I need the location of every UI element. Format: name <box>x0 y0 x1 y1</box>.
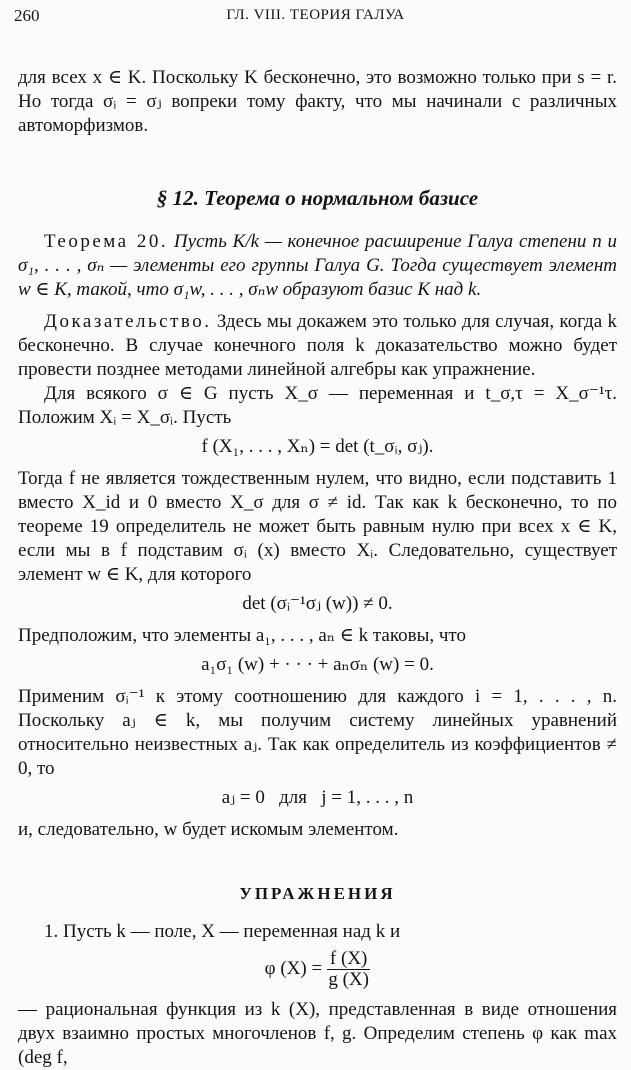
apply-paragraph: Применим σᵢ⁻¹ к этому соотношению для каждого i = 1, . . . , n. Поскольку aⱼ ∈ k, мы получим систему линейных уравнений относительно неизвестных aⱼ. Так как определитель из коэффициентов ≠ 0, то <box>18 686 617 779</box>
running-title: ГЛ. VIII. ТЕОРИЯ ГАЛУА <box>226 7 405 23</box>
exercise-1-intro: 1. Пусть k — поле, X — переменная над k и <box>44 921 401 942</box>
nonzero-paragraph: Тогда f не является тождественным нулем, что видно, если подставить 1 вместо X_id и 0 вместо X_σ для σ ≠ id. Так как k бесконечно, то по теореме 19 определитель не может быть равным нулю при всех x ∈ K, если мы в f подставим σᵢ (x) вместо Xᵢ. Следовательно, существует элемент w ∈ K, для которого <box>18 468 617 585</box>
page-number: 260 <box>14 6 40 25</box>
nonzero-determinant-equation: det (σᵢ⁻¹σⱼ (w)) ≠ 0. <box>242 593 393 614</box>
variables-paragraph: Для всякого σ ∈ G пусть X_σ — переменная и t_σ,τ = X_σ⁻¹τ. Положим Xᵢ = X_σᵢ. Пусть <box>18 383 617 428</box>
page-header <box>14 6 617 28</box>
rational-function-equation <box>18 949 617 990</box>
section-title: § 12. Теорема о нормальном базисе <box>156 186 479 210</box>
conclusion-paragraph: и, следовательно, w будет искомым элементом. <box>18 819 399 840</box>
page-body <box>18 66 617 1070</box>
linear-combination-equation: a₁σ₁ (w) + · · · + aₙσₙ (w) = 0. <box>201 654 434 675</box>
coefficients-zero-equation: aⱼ = 0 для j = 1, . . . , n <box>221 787 414 808</box>
theorem-statement: Пусть K/k — конечное расширение Галуа степени n и σ₁, . . . , σₙ — элементы его группы Галуа G. Тогда существует элемент w ∈ K, такой, что σ₁w, . . . , σₙw образуют базис K над k. <box>18 231 618 300</box>
exercise-1-continuation: — рациональная функция из k (X), представленная в виде отношения двух взаимно простых многочленов f, g. Определим степень φ как max (deg f, <box>18 999 617 1068</box>
theorem-paragraph <box>18 230 617 302</box>
exercises-heading: УПРАЖНЕНИЯ <box>239 884 396 903</box>
suppose-paragraph: Предположим, что элементы a₁, . . . , aₙ ∈ k таковы, что <box>18 625 466 646</box>
phi-numerator: f (X) <box>327 949 370 970</box>
proof-text: Здесь мы докажем это только для случая, когда k бесконечно. В случае конечного поля k доказательство можно будет провести позднее методами линейной алгебры как упражнение. <box>18 311 617 380</box>
continuation-paragraph: для всех x ∈ K. Поскольку K бесконечно, это возможно только при s = r. Но тогда σᵢ = σⱼ вопреки тому факту, что мы начинали с различных автоморфизмов. <box>18 67 617 136</box>
determinant-equation: f (X₁, . . . , Xₙ) = det (t_σᵢ, σⱼ). <box>201 436 434 457</box>
theorem-label: Теорема 20. <box>44 231 169 252</box>
phi-fraction <box>327 949 370 990</box>
proof-label: Доказательство. <box>44 311 212 332</box>
phi-denominator: g (X) <box>328 969 369 990</box>
phi-lhs: φ (X) = <box>264 957 323 979</box>
proof-paragraph <box>18 310 617 382</box>
